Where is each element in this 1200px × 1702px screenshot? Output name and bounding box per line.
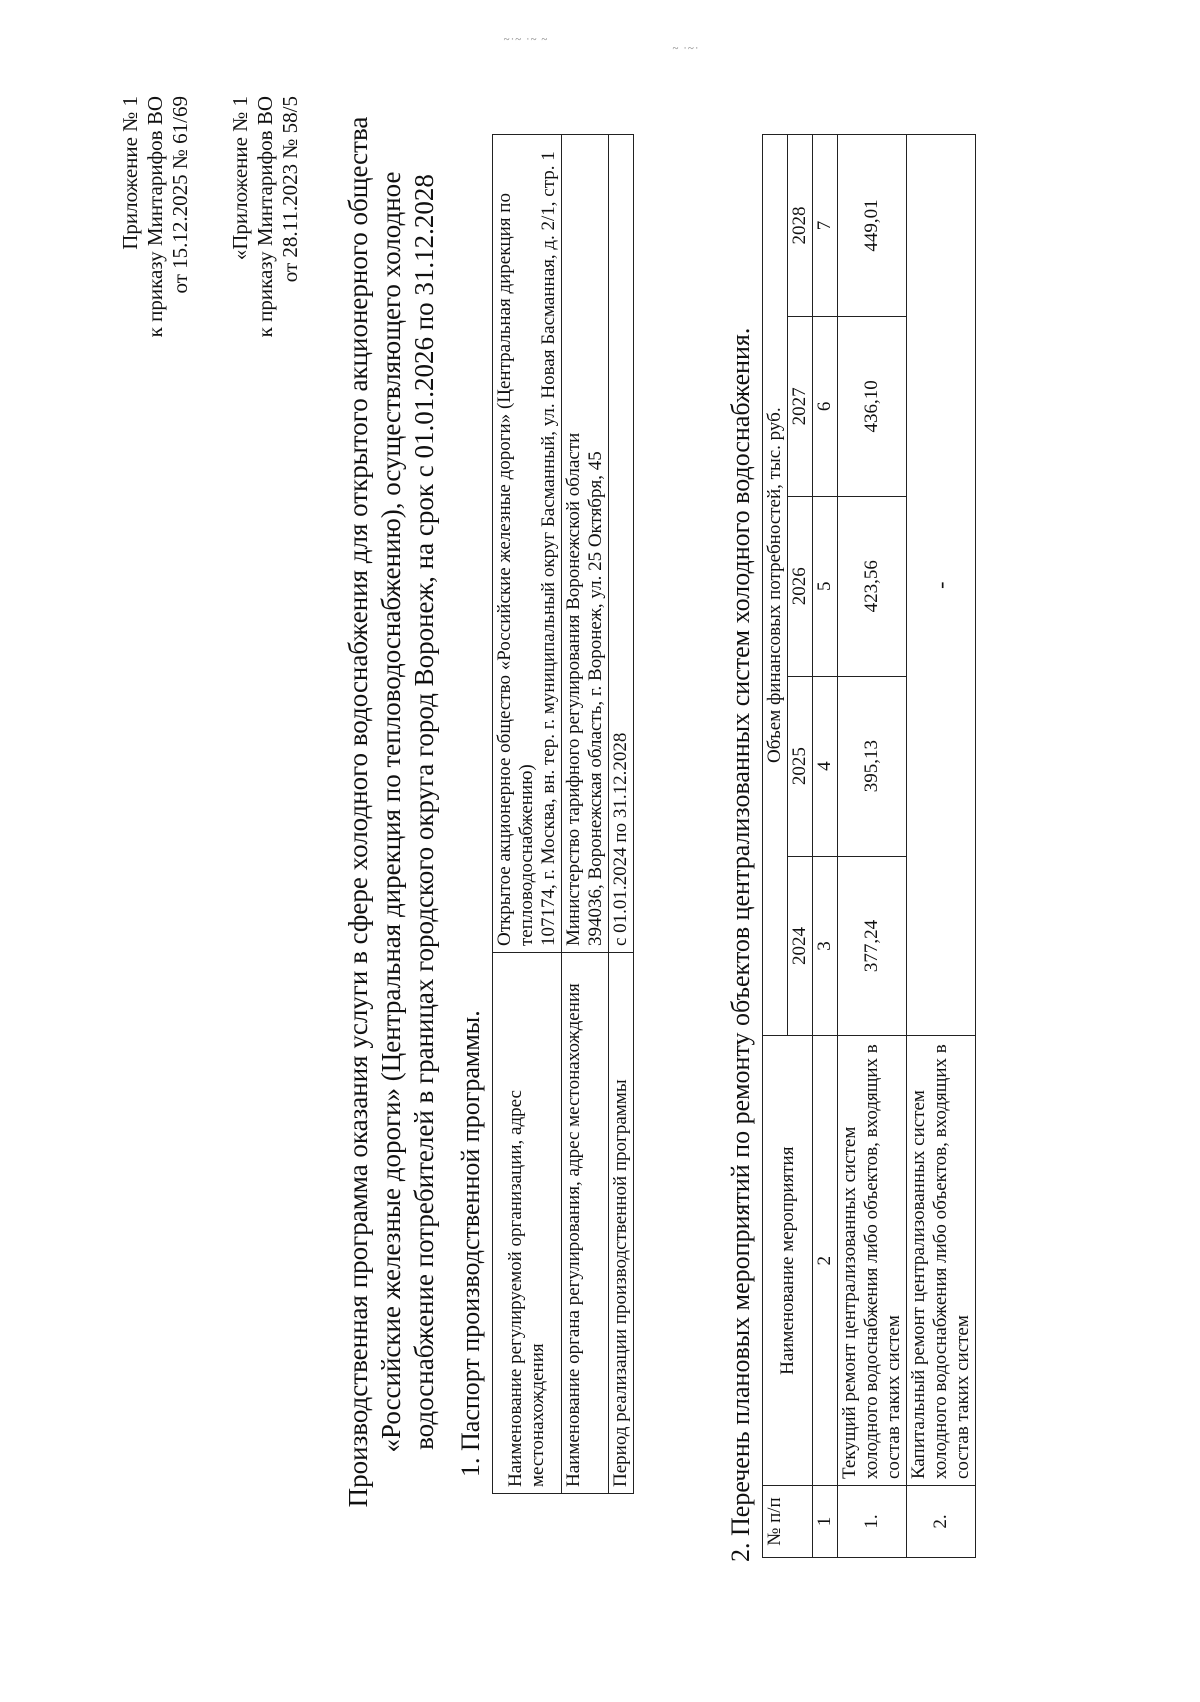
measure-value-2025: 395,13: [838, 676, 907, 856]
passport-value-regulator: [562, 135, 609, 953]
header-name: Наименование мероприятия: [763, 1036, 813, 1486]
row-number: 2.: [907, 1486, 976, 1558]
passport-value-organization-address: 107174, г. Москва, вн. тер. г. муниципальный округ Басманный, ул. Новая Басманная, д. 2/1, стр. 1: [538, 151, 559, 946]
passport-value-regulator-name: Министерство тарифного регулирования Воронежской области: [563, 432, 584, 946]
header-year: 2028: [788, 135, 813, 317]
measure-value-2026: 423,56: [838, 496, 907, 676]
column-number: 7: [813, 135, 838, 317]
passport-label-organization: Наименование регулируемой организации, адрес местонахождения: [493, 953, 562, 1494]
measure-name: Капитальный ремонт централизованных систем холодного водоснабжения либо объектов, входящих в состав таких систем: [907, 1036, 976, 1486]
row-number: 1.: [838, 1486, 907, 1558]
column-number: 6: [813, 316, 838, 496]
measure-value-merged: -: [907, 135, 976, 1036]
measures-table: [762, 134, 976, 1558]
measures-colnum-row: [813, 135, 838, 1558]
document-title: [342, 62, 441, 1562]
passport-row-period: [609, 135, 634, 1494]
header-year: 2025: [788, 676, 813, 856]
passport-label-regulator: Наименование органа регулирования, адрес местонахождения: [562, 953, 609, 1494]
passport-value-organization: [493, 135, 562, 953]
column-number: 1: [813, 1486, 838, 1558]
header-year: 2024: [788, 856, 813, 1036]
passport-value-organization-name: Открытое акционерное общество «Российские железные дороги» (Центральная дирекция по тепловодоснабжению): [494, 193, 537, 946]
measure-value-2027: 436,10: [838, 316, 907, 496]
passport-value-period: с 01.01.2024 по 31.12.2028: [609, 135, 634, 953]
scan-artifact: ~·~ ·~ ~: [503, 33, 549, 46]
column-number: 3: [813, 856, 838, 1036]
appendix-previous-line1: «Приложение № 1: [228, 96, 252, 261]
measures-row-current-repair: [838, 135, 907, 1558]
header-year: 2026: [788, 496, 813, 676]
measures-row-capital-repair: [907, 135, 976, 1558]
scan-artifact: ~ ·~·: [672, 42, 700, 55]
measure-value-2024: 377,24: [838, 856, 907, 1036]
column-number: 4: [813, 676, 838, 856]
appendix-current: [118, 96, 193, 337]
document-title-line3: водоснабжение потребителей в границах городского округа город Воронеж, на срок с 01.01.2026 по 31.12.2028: [409, 174, 439, 1450]
appendix-current-line2: к приказу Минтарифов ВО: [143, 96, 167, 338]
section1-title: 1. Паспорт производственной программы.: [456, 1010, 485, 1477]
column-number: 2: [813, 1036, 838, 1486]
appendix-current-line3: от 15.12.2025 № 61/69: [168, 96, 192, 294]
passport-table: [492, 134, 634, 1494]
document-title-line1: Производственная программа оказания услуги в сфере холодного водоснабжения для открытого акционерного общества: [343, 116, 373, 1508]
header-year: 2027: [788, 316, 813, 496]
appendix-previous-line3: от 28.11.2023 № 58/5: [278, 96, 302, 283]
passport-value-regulator-address: 394036, Воронежская область, г. Воронеж, ул. 25 Октября, 45: [585, 451, 606, 946]
document-title-line2: «Российские железные дороги» (Центральная дирекция по тепловодоснабжению), осуществляющего холодное: [376, 171, 406, 1453]
passport-label-period: Период реализации производственной программы: [609, 953, 634, 1494]
header-volume: Объем финансовых потребностей, тыс. руб.: [763, 135, 788, 1036]
column-number: 5: [813, 496, 838, 676]
measure-value-2028: 449,01: [838, 135, 907, 317]
header-num: № п/п: [763, 1486, 813, 1558]
measures-header-row: [763, 135, 788, 1558]
appendix-previous-line2: к приказу Минтарифов ВО: [253, 96, 277, 338]
passport-row-organization: [493, 135, 562, 1494]
appendix-previous: [228, 96, 303, 337]
appendix-current-line1: Приложение № 1: [118, 96, 142, 250]
passport-row-regulator: [562, 135, 609, 1494]
measure-name: Текущий ремонт централизованных систем холодного водоснабжения либо объектов, входящих в состав таких систем: [838, 1036, 907, 1486]
section2-title: 2. Перечень плановых мероприятий по ремонту объектов централизованных систем холодного водоснабжения.: [726, 327, 755, 1562]
